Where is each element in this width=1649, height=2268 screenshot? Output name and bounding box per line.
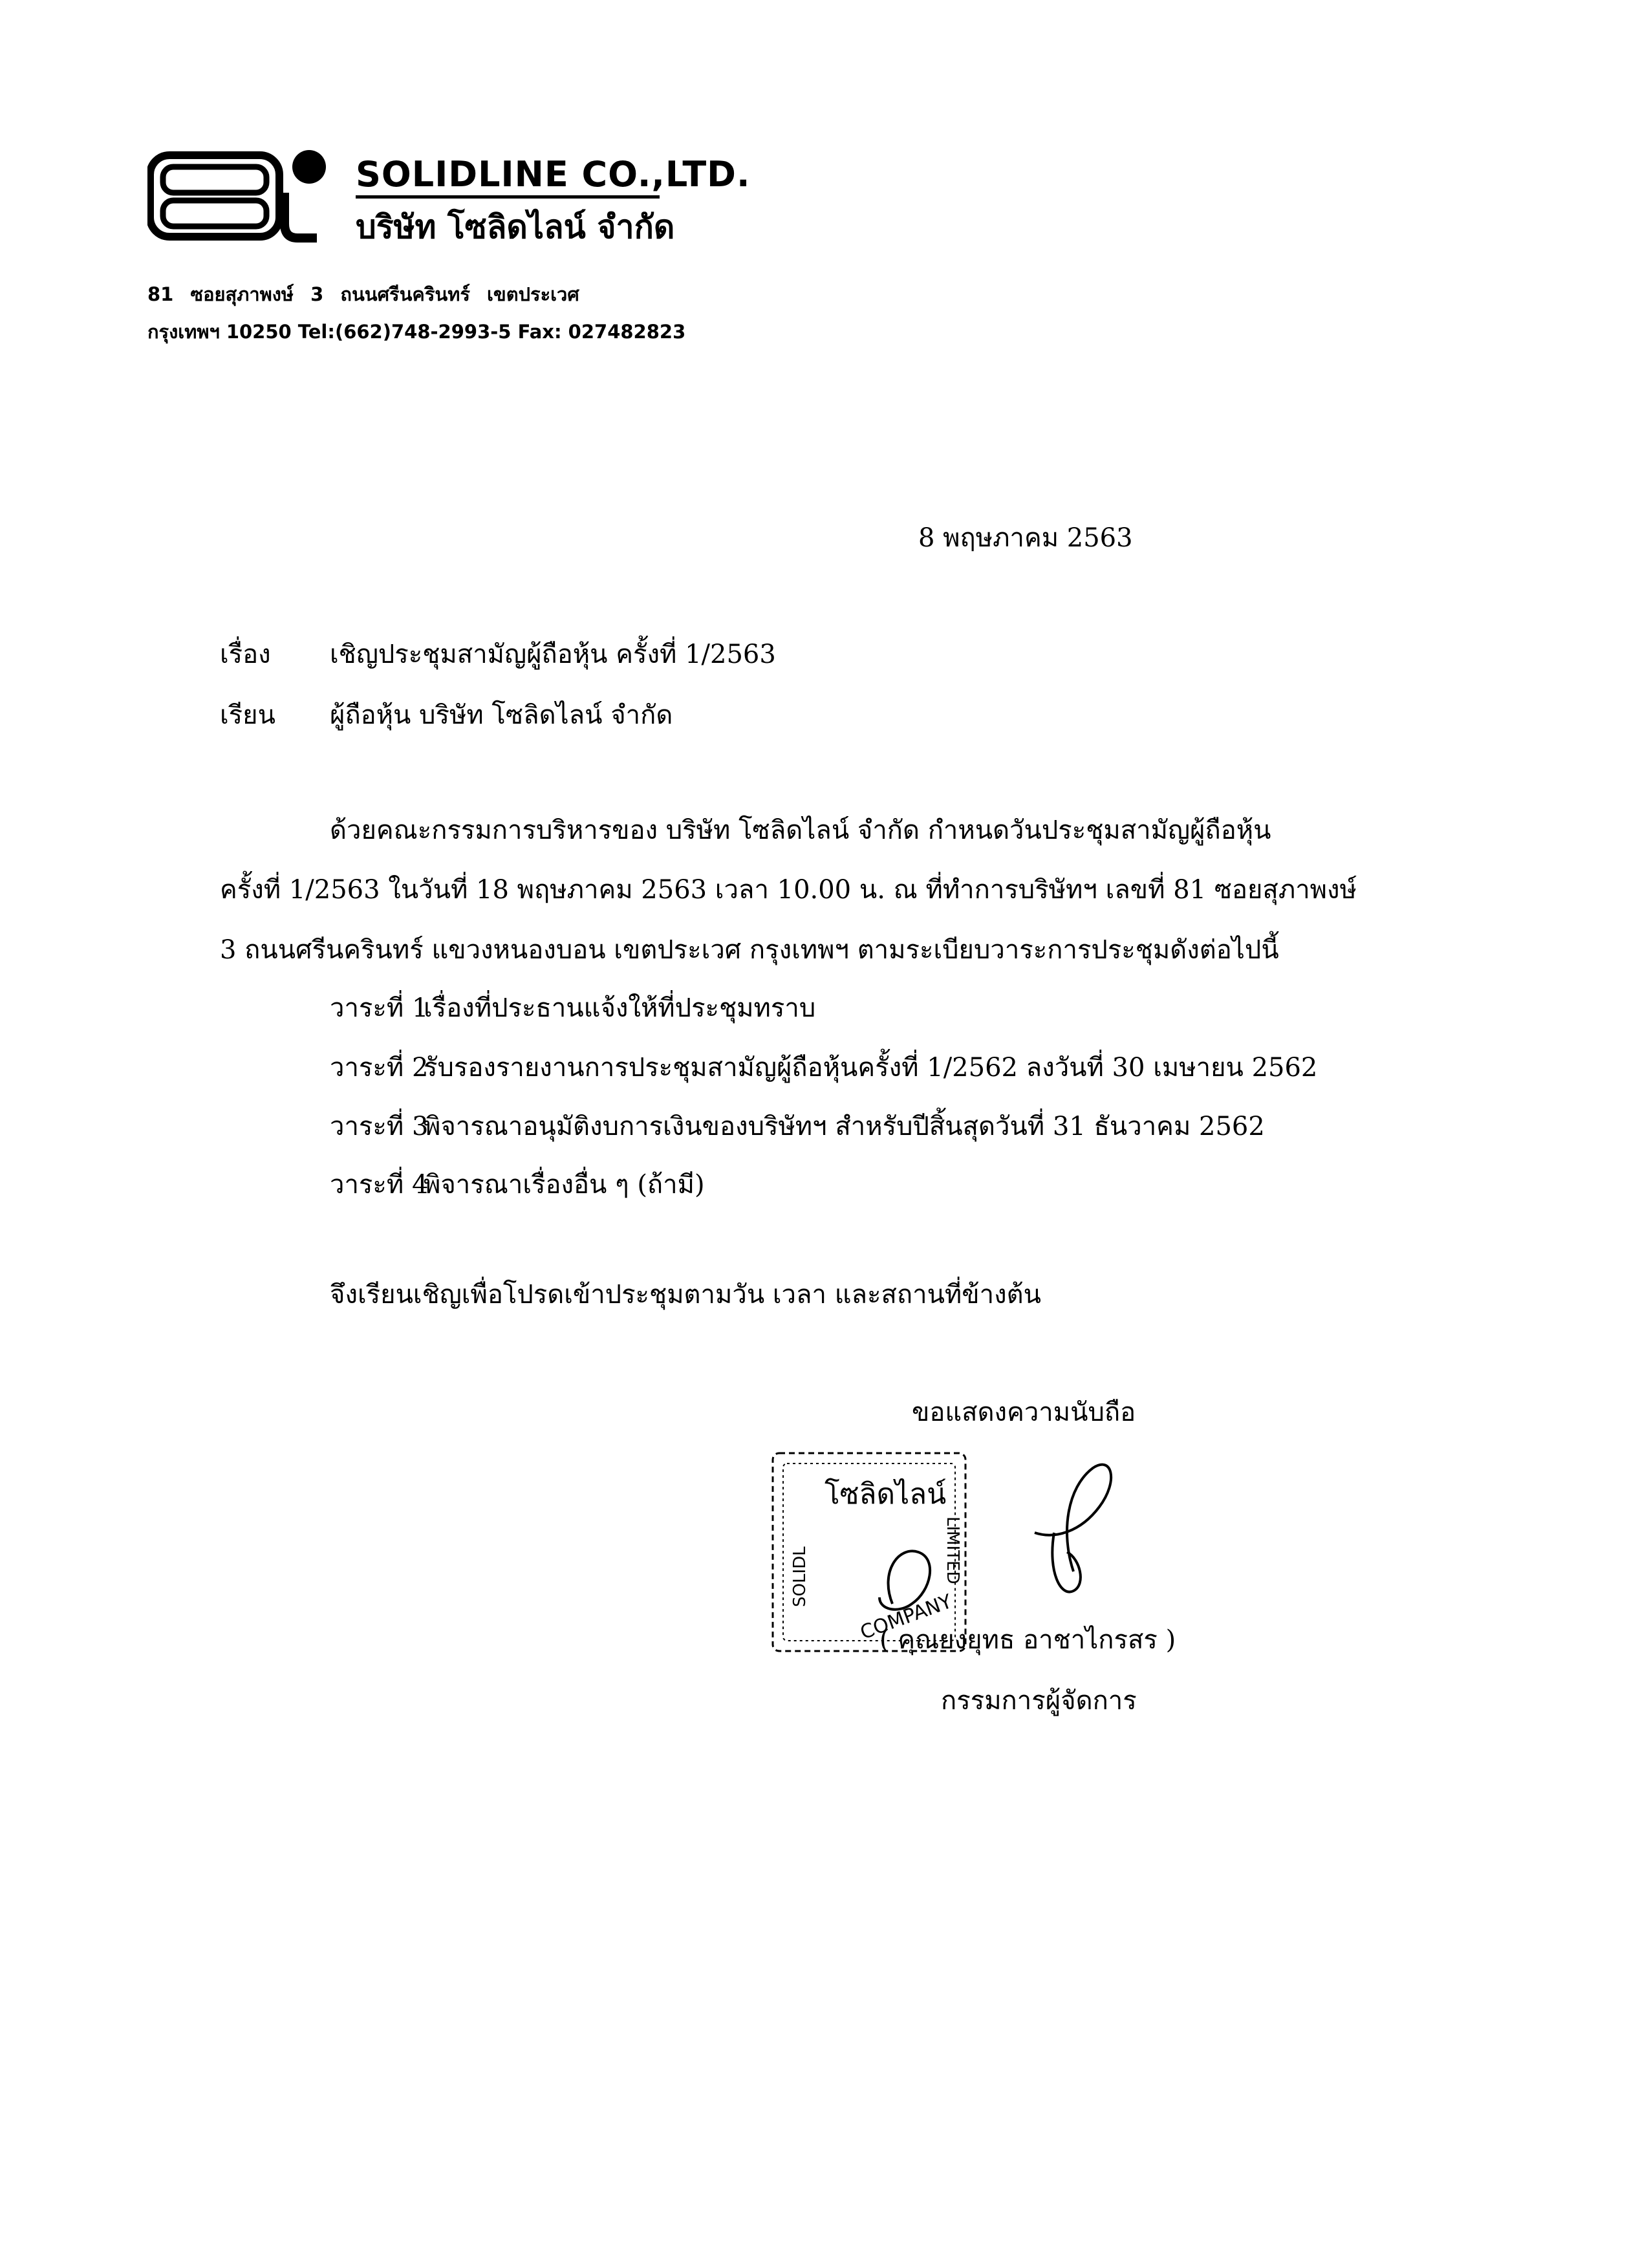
subject-text: เชิญประชุมสามัญผู้ถือหุ้น ครั้งที่ 1/2563 xyxy=(330,640,776,669)
body-line-2: ครั้งที่ 1/2563 ในวันที่ 18 พฤษภาคม 2563 เวลา 10.00 น. ณ ที่ทำการบริษัทฯ เลขที่ 81 ซอยสุภาพงษ์ xyxy=(220,875,1357,905)
company-name-th: บริษัท โซลิดไลน์ จำกัด xyxy=(356,208,675,246)
agenda-item xyxy=(330,1111,1265,1142)
agenda-item xyxy=(330,1052,1317,1083)
svg-text:SOLIDL: SOLIDL xyxy=(790,1546,810,1607)
recipient-label: เรียน xyxy=(220,700,275,730)
body-line-3: 3 ถนนศรีนครินทร์ แขวงหนองบอน เขตประเวศ กรุงเทพฯ ตามระเบียบวาระการประชุมดังต่อไปนี้ xyxy=(220,935,1279,965)
agenda-text: พิจารณาอนุมัติงบการเงินของบริษัทฯ สำหรับปีสิ้นสุดวันที่ 31 ธันวาคม 2562 xyxy=(424,1112,1265,1141)
body-line-1: ด้วยคณะกรรมการบริหารของ บริษัท โซลิดไลน์ จำกัด กำหนดวันประชุมสามัญผู้ถือหุ้น xyxy=(330,815,1271,845)
closing-sentence: จึงเรียนเชิญเพื่อโปรดเข้าประชุมตามวัน เวลา และสถานที่ข้างต้น xyxy=(330,1280,1041,1310)
agenda-text: รับรองรายงานการประชุมสามัญผู้ถือหุ้นครั้งที่ 1/2562 ลงวันที่ 30 เมษายน 2562 xyxy=(424,1053,1318,1083)
letter-date: 8 พฤษภาคม 2563 xyxy=(918,523,1133,553)
signatory-name: ( คุณยงยุทธ อาชาไกรสร ) xyxy=(879,1625,1176,1655)
agenda-number: วาระที่ 1 xyxy=(330,993,429,1023)
svg-text:COMPANY: COMPANY xyxy=(857,1590,955,1645)
agenda-item xyxy=(330,1169,705,1200)
signatory-position: กรรมการผู้จัดการ xyxy=(941,1686,1137,1716)
agenda-item xyxy=(330,993,815,1024)
company-name-en: SOLIDLINE CO.,LTD. xyxy=(356,154,751,195)
svg-text:LIMITED: LIMITED xyxy=(943,1517,962,1584)
recipient-text: ผู้ถือหุ้น บริษัท โซลิดไลน์ จำกัด xyxy=(330,700,673,730)
regards-text: ขอแสดงความนับถือ xyxy=(912,1398,1136,1427)
company-address-line2: กรุงเทพฯ 10250 Tel:(662)748-2993-5 Fax: 027482823 xyxy=(147,321,686,343)
company-logo xyxy=(147,147,335,244)
agenda-text: พิจารณาเรื่องอื่น ๆ (ถ้ามี) xyxy=(424,1170,705,1200)
company-address-line1: 81 ซอยสุภาพงษ์ 3 ถนนศรีนครินทร์ เขตประเวศ xyxy=(147,283,579,305)
agenda-text: เรื่องที่ประธานแจ้งให้ที่ประชุมทราบ xyxy=(424,993,816,1023)
letterhead-divider xyxy=(356,195,660,199)
agenda-number: วาระที่ 4 xyxy=(330,1170,429,1200)
signature xyxy=(841,1442,1151,1636)
agenda-number: วาระที่ 2 xyxy=(330,1053,429,1083)
agenda-number: วาระที่ 3 xyxy=(330,1112,429,1141)
subject-label: เรื่อง xyxy=(220,640,271,669)
svg-text:โซลิดไลน์: โซลิดไลน์ xyxy=(824,1478,947,1511)
